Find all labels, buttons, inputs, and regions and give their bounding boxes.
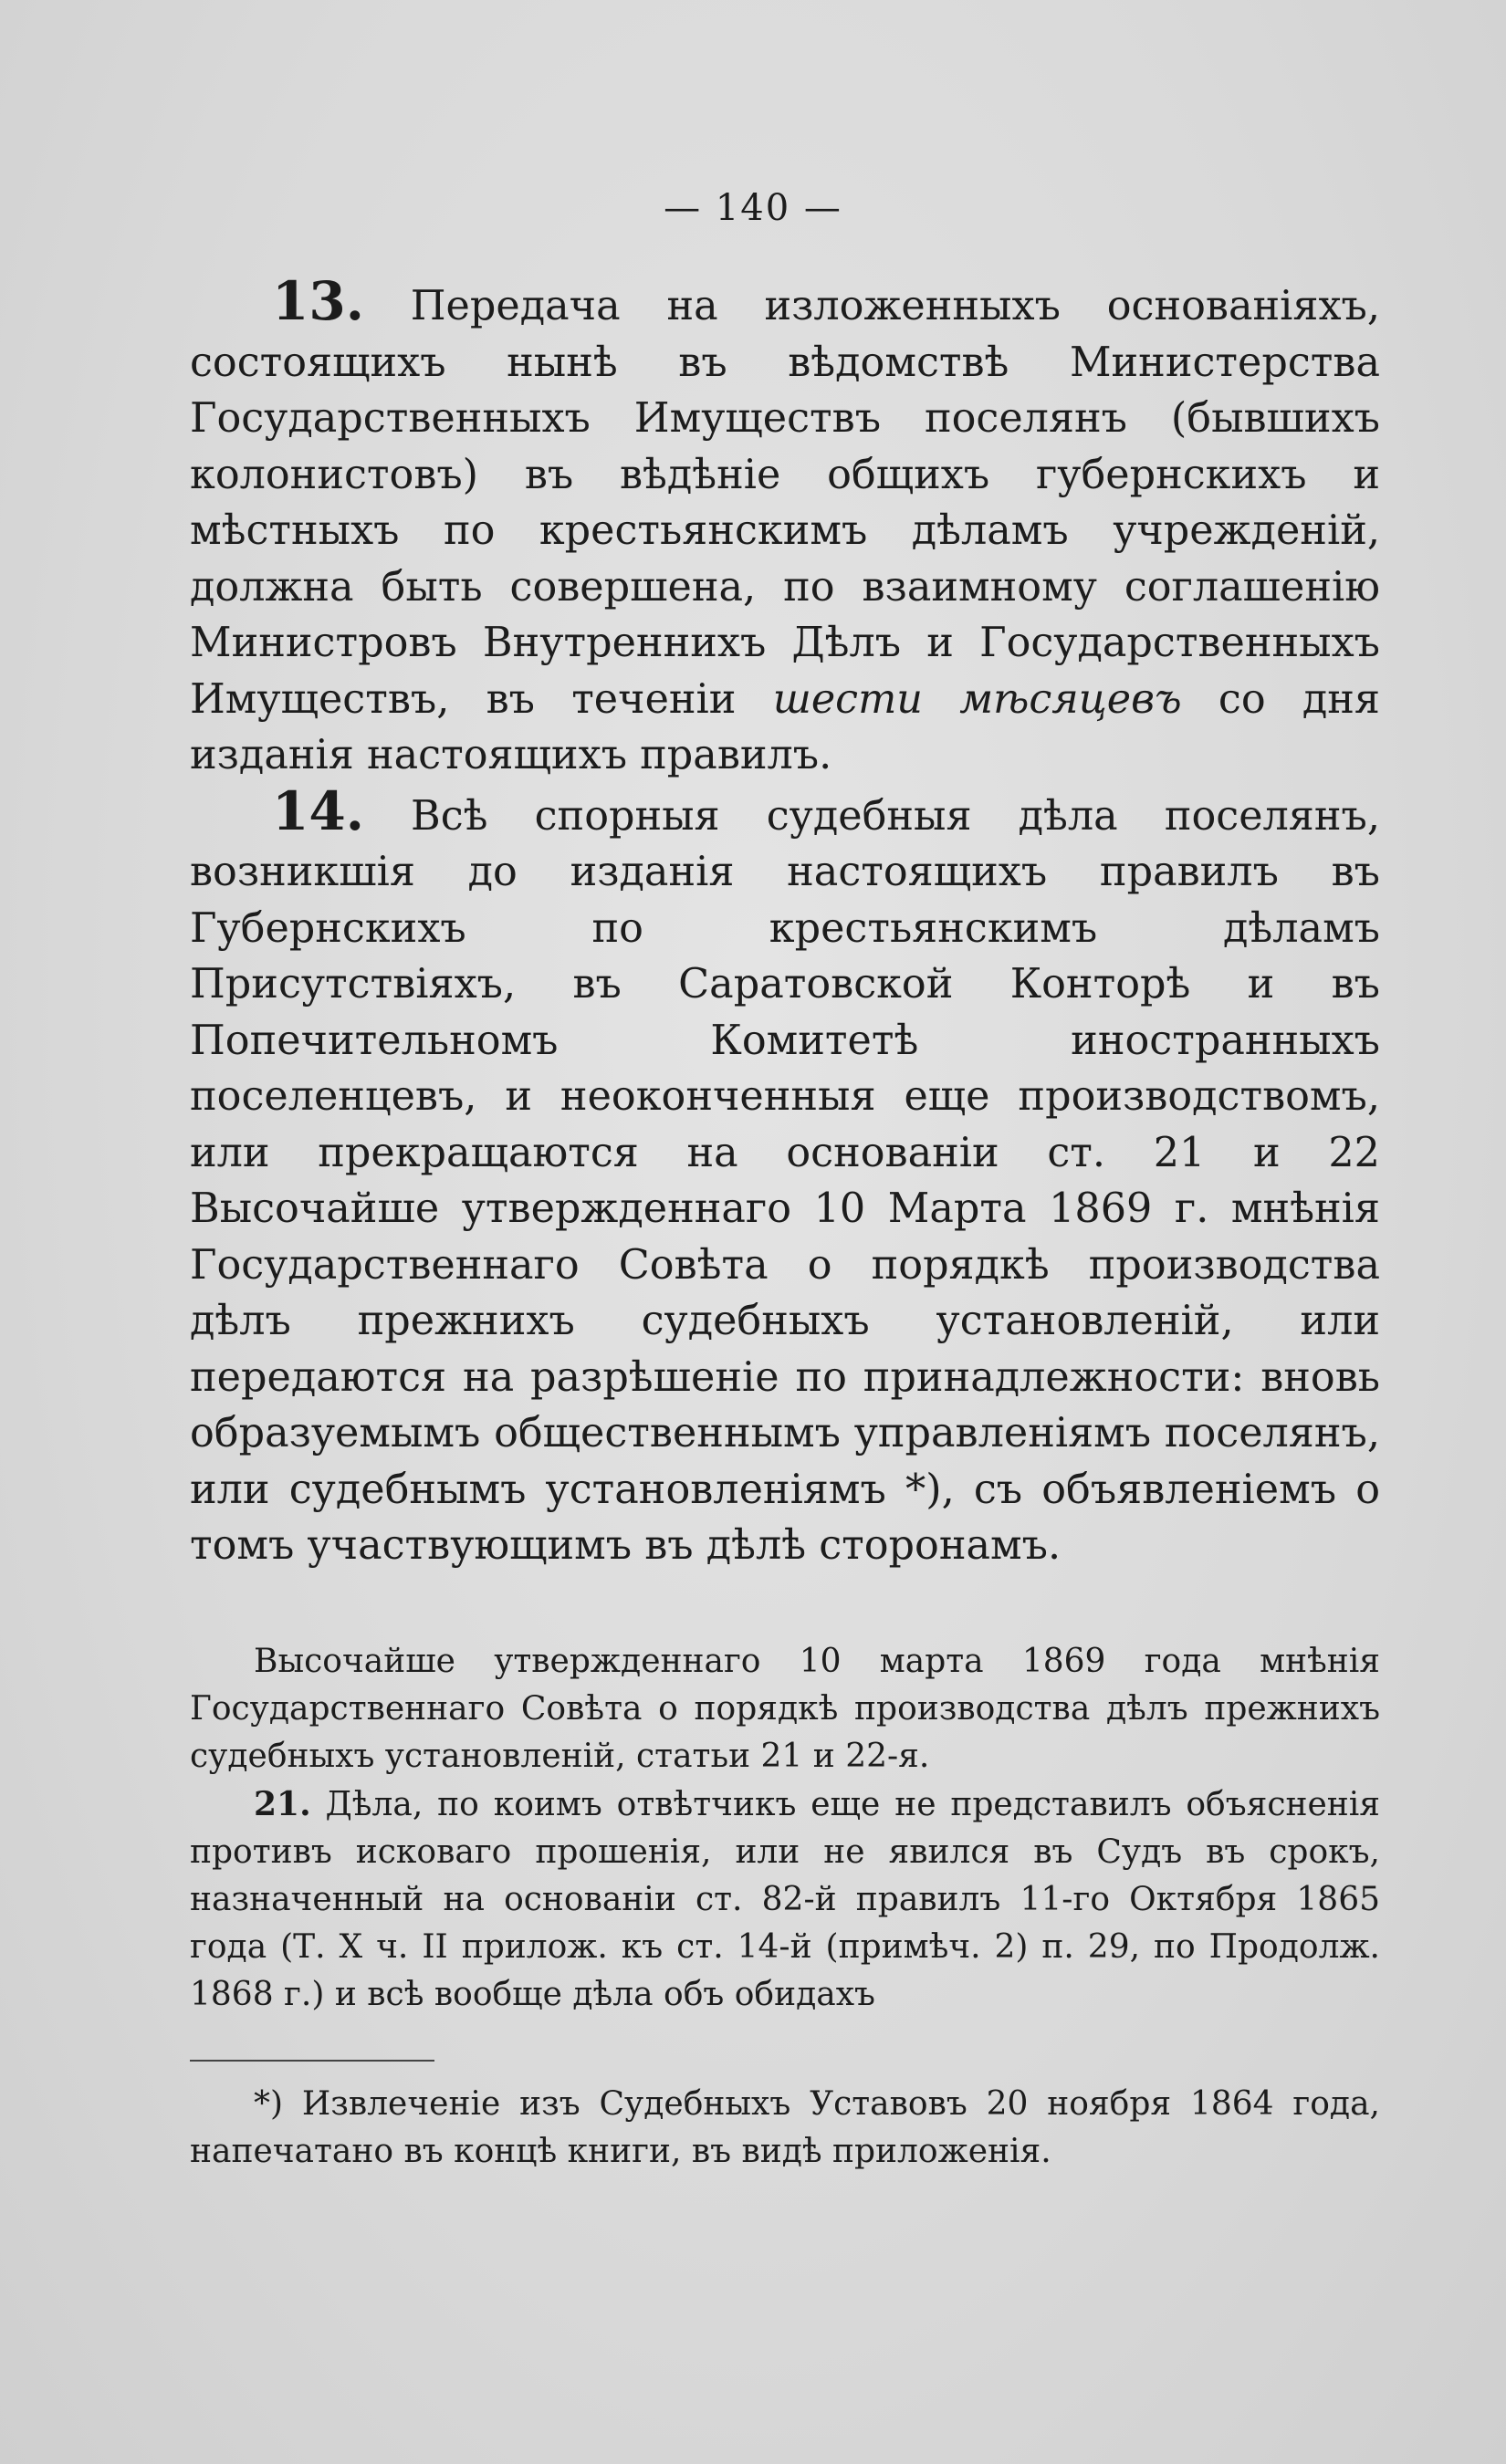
article-21-text: Дѣла, по коимъ отвѣтчикъ еще не представилъ объясненія противъ исковаго прошенія, или не явился въ Судъ въ срокъ, назначенный на основаніи ст. 82-й правилъ 11-го Октября 1865 года (Т. X ч. II прилож. къ ст. 14-й (примѣч. 2) п. 29, по Продолж. 1868 г.) и всѣ вообще дѣла объ обидахъ: [190, 1786, 1380, 2013]
article-21-number: 21.: [254, 1785, 311, 1823]
article-21-paragraph: [190, 1780, 1380, 2019]
council-extract: [190, 1638, 1380, 2019]
footnote-block: [190, 2081, 1380, 2176]
section-13-text-before: Передача на изложенныхъ основаніяхъ, состоящихъ нынѣ въ вѣдомствѣ Министерства Государственныхъ Имуществъ поселянъ (бывшихъ колонистовъ) въ вѣдѣніе общихъ губернскихъ и мѣстныхъ по крестьянскимъ дѣламъ учрежденій, должна быть совершена, по взаимному соглашенію Министровъ Внутреннихъ Дѣлъ и Государственныхъ Имуществъ, въ теченіи: [190, 283, 1380, 723]
section-13-emphasis: шести мѣсяцевъ: [772, 675, 1182, 723]
section-14-number: 14.: [272, 779, 364, 842]
section-13-text-after: со дня изданія настоящихъ правилъ.: [190, 675, 1381, 778]
main-text: [190, 270, 1381, 1574]
footnote-rule: [190, 2060, 434, 2062]
extract-heading: Высочайше утвержденнаго 10 марта 1869 года мнѣнія Государственнаго Совѣта о порядкѣ производства дѣлъ прежнихъ судебныхъ установленій, статьи 21 и 22-я.: [190, 1643, 1380, 1775]
footnote-text: *) Извлеченіе изъ Судебныхъ Уставовъ 20 ноября 1864 года, напечатано въ концѣ книги, въ видѣ приложенія.: [190, 2085, 1380, 2170]
section-14-text: Всѣ спорныя судебныя дѣла поселянъ, возникшія до изданія настоящихъ правилъ въ Губернскихъ по крестьянскимъ дѣламъ Присутствіяхъ, въ Саратовской Конторѣ и въ Попечительномъ Комитетѣ иностранныхъ поселенцевъ, и неоконченныя еще производствомъ, или прекращаются на основаніи ст. 21 и 22 Высочайше утвержденнаго 10 Марта 1869 г. мнѣнія Государственнаго Совѣта о порядкѣ производства дѣлъ прежнихъ судебныхъ установленій, или передаются на разрѣшеніе по принадлежности: вновь образуемымъ общественнымъ управленіямъ поселянъ, или судебнымъ установленіямъ *), съ объявленіемъ о томъ участвующимъ въ дѣлѣ сторонамъ.: [190, 792, 1380, 1569]
page-number: — 140 —: [664, 187, 842, 229]
section-14-paragraph: [190, 779, 1380, 1574]
section-13-number: 13.: [272, 270, 364, 332]
section-13-paragraph: [190, 270, 1381, 784]
